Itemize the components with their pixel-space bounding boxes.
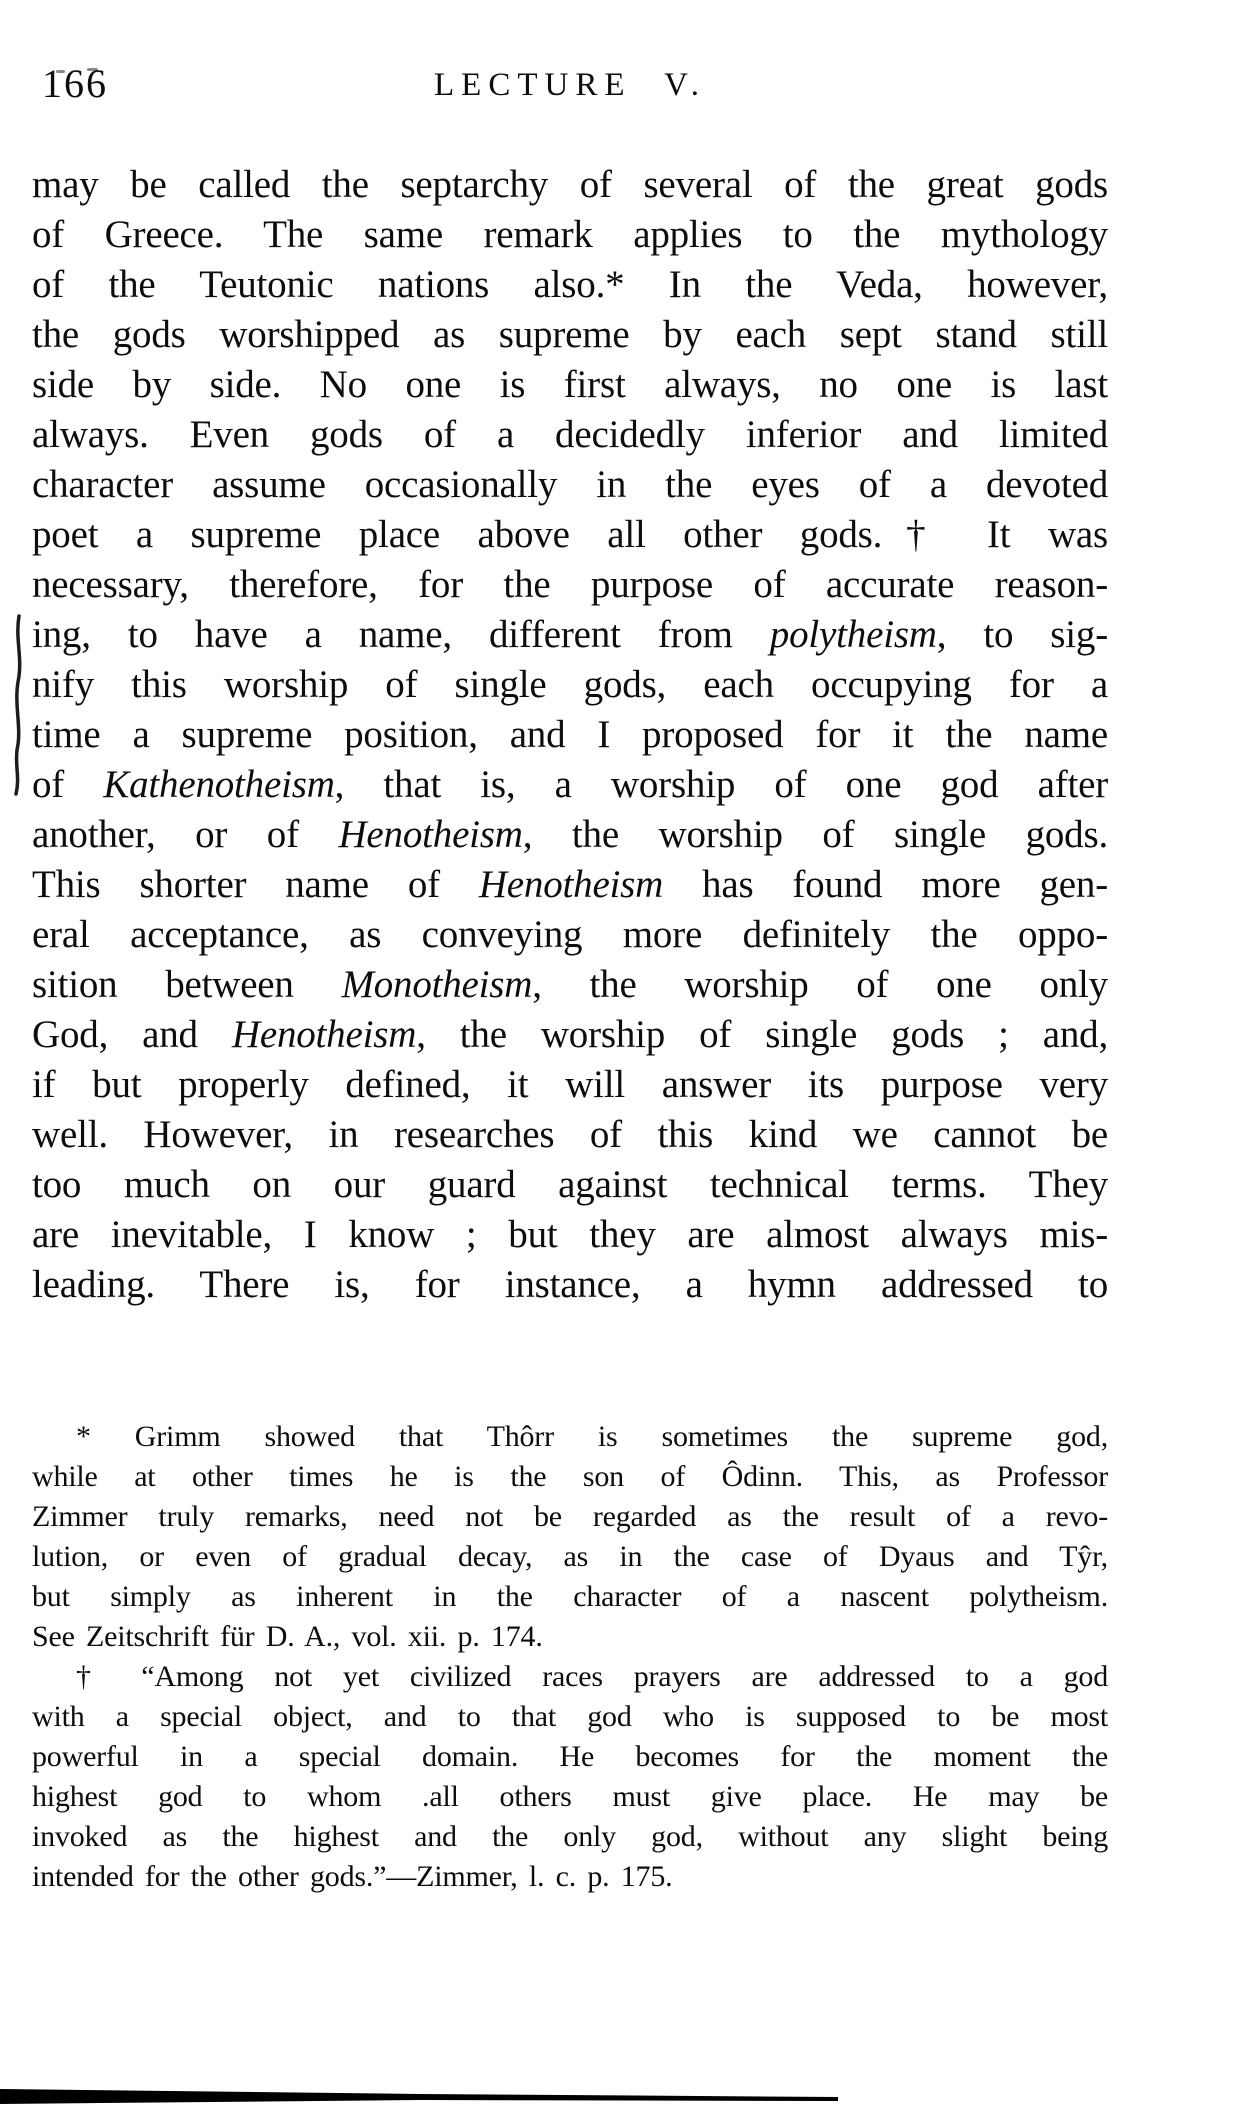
reader-margin-pencil-mark <box>6 612 32 798</box>
text-line: side by side. No one is first always, no one is last <box>32 363 1108 406</box>
text-line: if but properly defined, it will answer its purpose very <box>32 1063 1108 1106</box>
text-line: necessary, therefore, for the purpose of accurate reason- <box>32 563 1108 606</box>
text-line: ing, to have a name, different from polytheism, to sig- <box>32 613 1108 656</box>
text-line: powerful in a special domain. He becomes for the moment the <box>32 1740 1108 1773</box>
text-line: well. However, in researches of this kind we cannot be <box>32 1113 1108 1156</box>
text-line: highest god to whom .all others must give place. He may be <box>32 1780 1108 1813</box>
text-line: always. Even gods of a decidedly inferior and limited <box>32 413 1108 456</box>
text-line: poet a supreme place above all other gods.† It was <box>32 513 1108 556</box>
text-line: another, or of Henotheism, the worship of single gods. <box>32 813 1108 856</box>
text-line: intended for the other gods.”—Zimmer, l. c. p. 175. <box>32 1860 673 1893</box>
text-line: with a special object, and to that god who is supposed to be most <box>32 1700 1108 1733</box>
text-line: sition between Monotheism, the worship of one only <box>32 963 1108 1006</box>
text-line: of the Teutonic nations also.* In the Veda, however, <box>32 263 1108 306</box>
text-line: character assume occasionally in the eyes of a devoted <box>32 463 1108 506</box>
body-text <box>32 160 1108 1310</box>
text-line: eral acceptance, as conveying more definitely the oppo- <box>32 913 1108 956</box>
text-line: the gods worshipped as supreme by each sept stand still <box>32 313 1108 356</box>
text-line: This shorter name of Henotheism has found more gen- <box>32 863 1108 906</box>
text-line: of Kathenotheism, that is, a worship of one god after <box>32 763 1108 806</box>
text-line: while at other times he is the son of Ôdinn. This, as Professor <box>32 1460 1108 1493</box>
text-line: of Greece. The same remark applies to the mythology <box>32 213 1108 256</box>
text-line: Zimmer truly remarks, need not be regarded as the result of a revo- <box>32 1500 1108 1533</box>
text-line: God, and Henotheism, the worship of single gods ; and, <box>32 1013 1108 1056</box>
text-line: but simply as inherent in the character of a nascent polytheism. <box>32 1580 1108 1613</box>
text-line: nify this worship of single gods, each occupying for a <box>32 663 1108 706</box>
text-line: invoked as the highest and the only god, without any slight being <box>32 1820 1108 1853</box>
page-header <box>32 52 1108 104</box>
text-line: † “Among not yet civilized races prayers are addressed to a god <box>76 1660 1108 1693</box>
text-line: time a supreme position, and I proposed for it the name <box>32 713 1108 756</box>
running-head: LECTURE V. <box>434 67 706 103</box>
footnotes-text <box>32 1417 1108 1897</box>
text-line: leading. There is, for instance, a hymn addressed to <box>32 1263 1108 1306</box>
text-line: are inevitable, I know ; but they are almost always mis- <box>32 1213 1108 1256</box>
text-line: lution, or even of gradual decay, as in the case of Dyaus and Tŷr, <box>32 1540 1108 1573</box>
text-line: * Grimm showed that Thôrr is sometimes the supreme god, <box>76 1420 1108 1453</box>
scan-edge-artifact <box>0 2084 1243 2106</box>
text-line: See Zeitschrift für D. A., vol. xii. p. 174. <box>32 1620 543 1653</box>
page-number: 166 <box>42 61 108 106</box>
text-line: may be called the septarchy of several of the great gods <box>32 163 1108 206</box>
text-line: too much on our guard against technical terms. They <box>32 1163 1108 1206</box>
